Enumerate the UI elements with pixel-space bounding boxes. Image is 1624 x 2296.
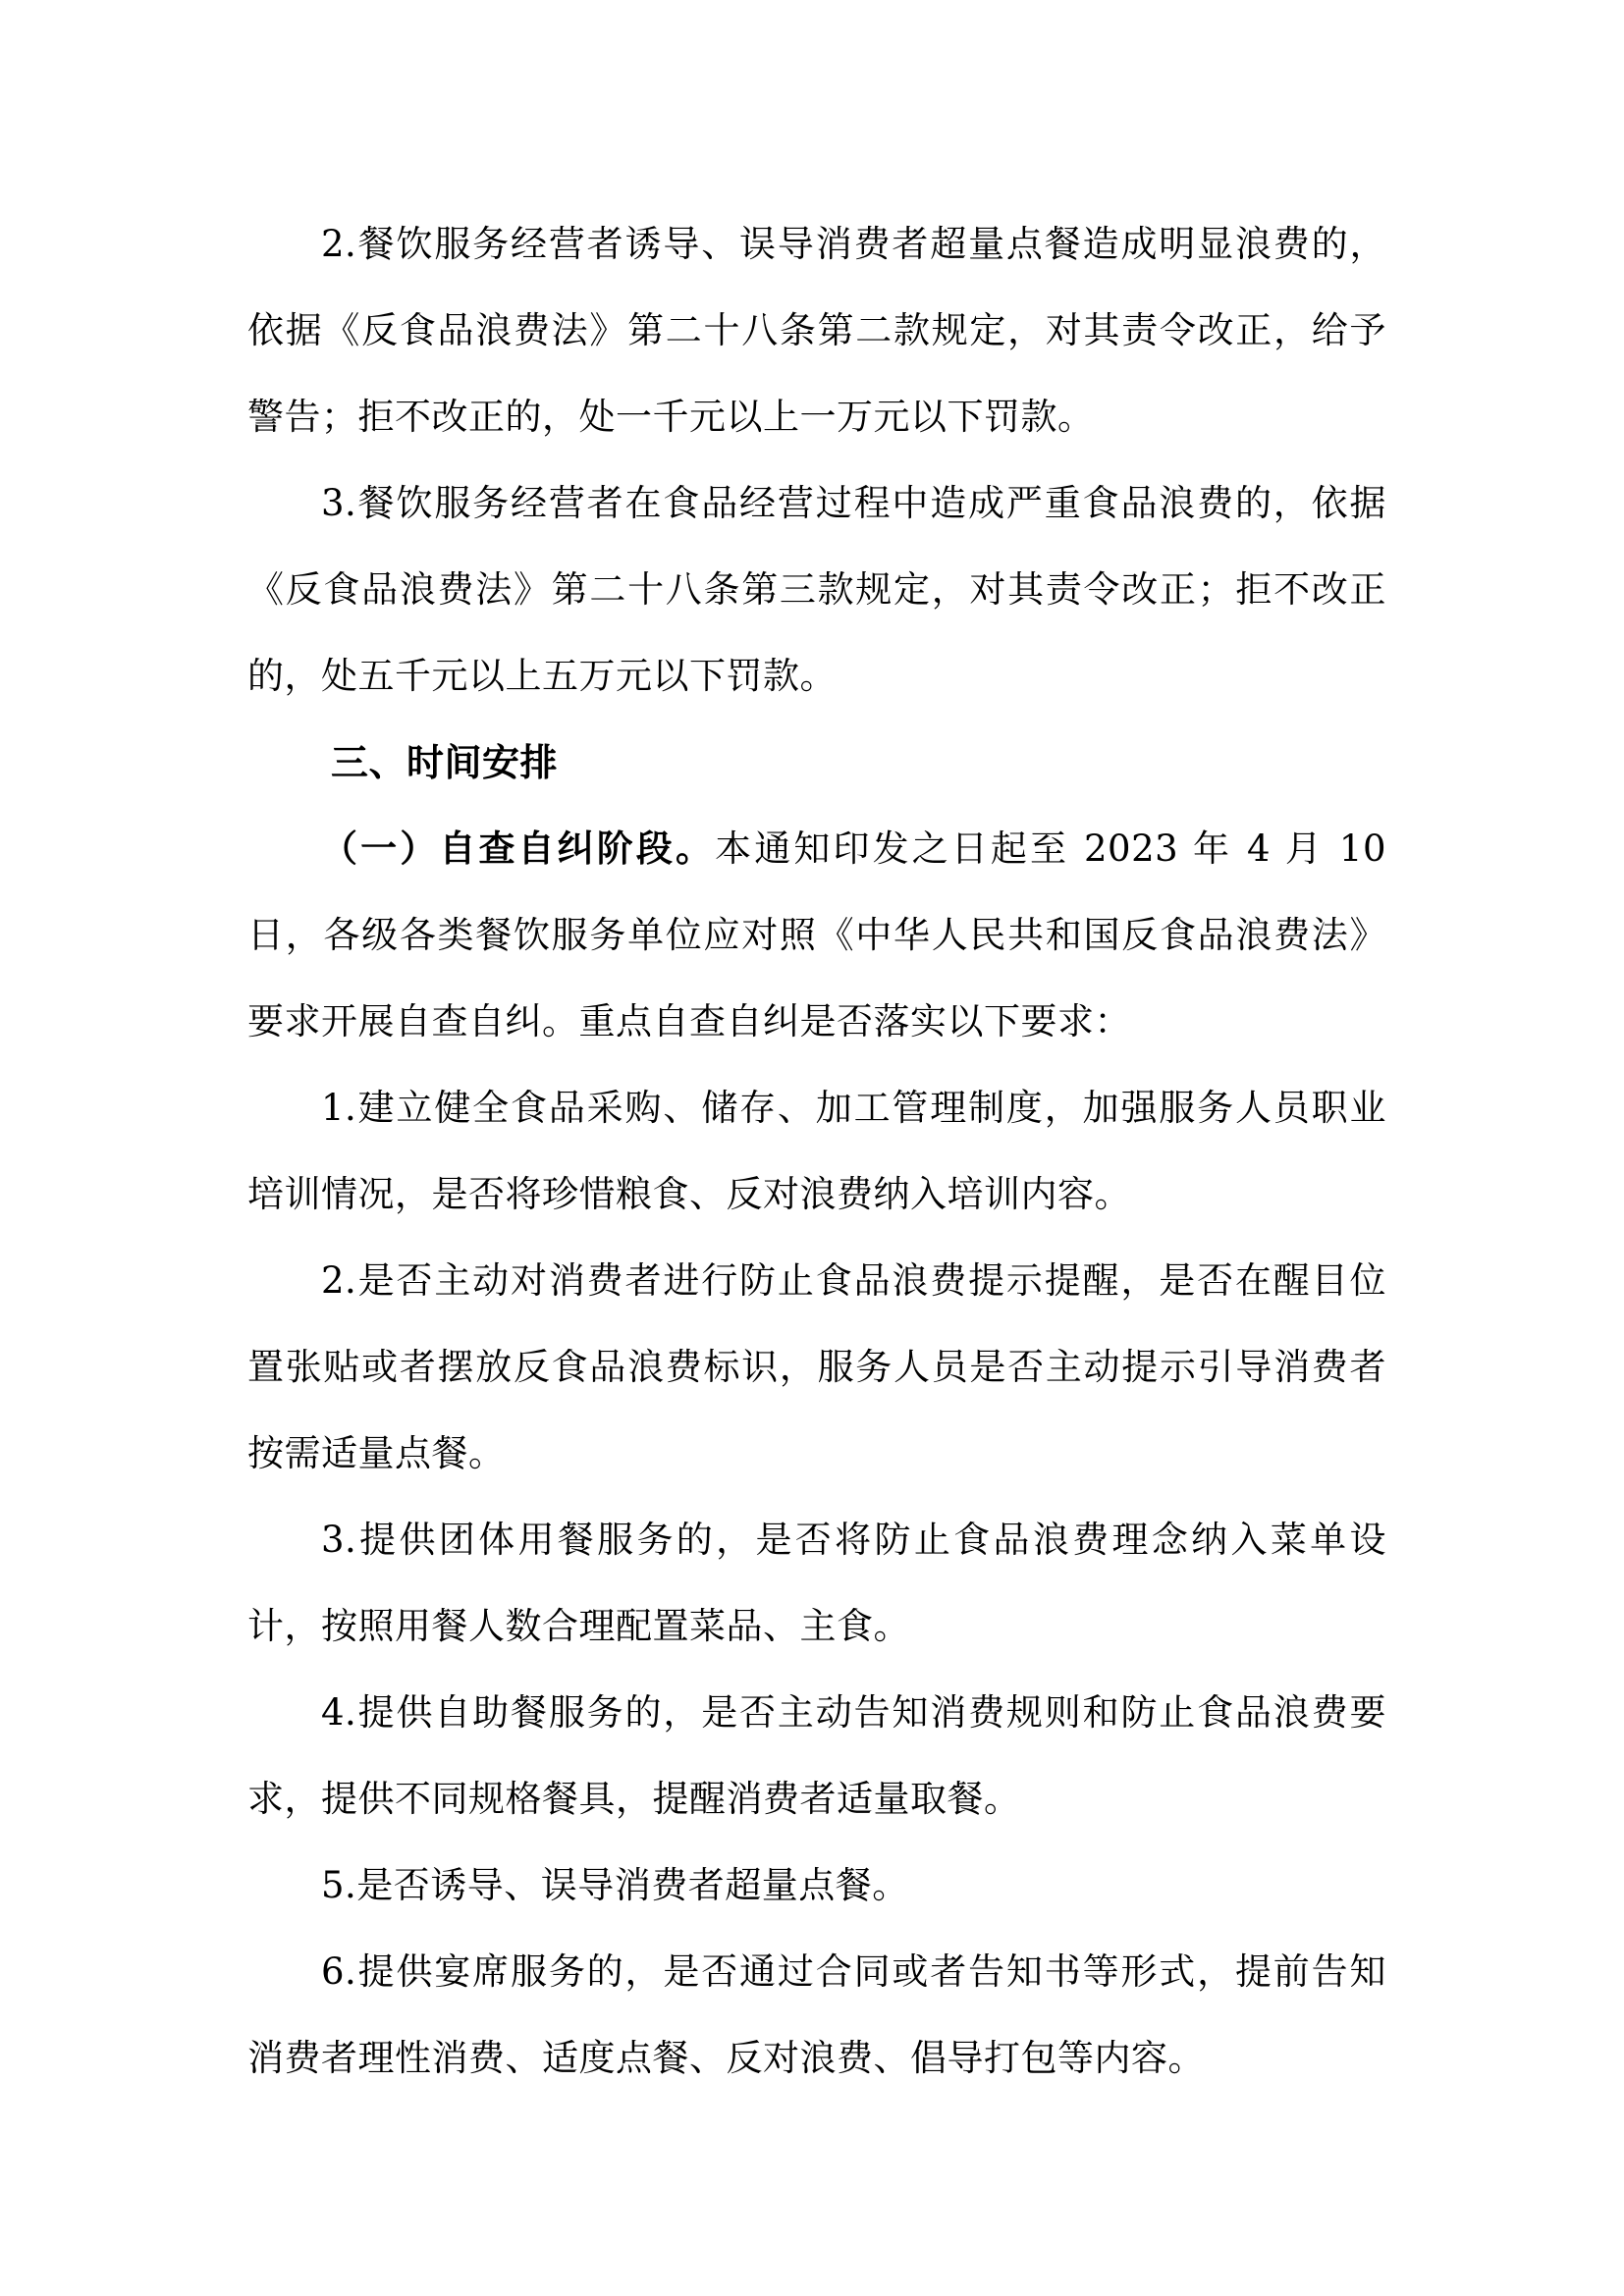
requirement-item-2: 2.是否主动对消费者进行防止食品浪费提示提醒，是否在醒目位置张贴或者摆放反食品浪费标识，服务人员是否主动提示引导消费者按需适量点餐。 [247, 1259, 1386, 1474]
stage-text: 本通知印发之日起至 2023 年 4 月 10 日，各级各类餐饮服务单位应对照《中华人民共和国反食品浪费法》要求开展自查自纠。重点自查自纠是否落实以下要求： [247, 828, 1387, 1042]
section-heading: 三、时间安排 [331, 741, 559, 784]
paragraph-penalty-2: 2.餐饮服务经营者诱导、误导消费者超量点餐造成明显浪费的，依据《反食品浪费法》第二十八条第二款规定，对其责令改正，给予警告；拒不改正的，处一千元以上一万元以下罚款。 [247, 223, 1386, 438]
requirement-item-4: 4.提供自助餐服务的，是否主动告知消费规则和防止食品浪费要求，提供不同规格餐具，提醒消费者适量取餐。 [247, 1691, 1386, 1820]
requirement-item-1: 1.建立健全食品采购、储存、加工管理制度，加强服务人员职业培训情况，是否将珍惜粮食、反对浪费纳入培训内容。 [247, 1087, 1386, 1215]
requirement-item-3: 3.提供团体用餐服务的，是否将防止食品浪费理念纳入菜单设计，按照用餐人数合理配置菜品、主食。 [247, 1519, 1386, 1647]
paragraph-penalty-3: 3.餐饮服务经营者在食品经营过程中造成严重食品浪费的，依据《反食品浪费法》第二十八条第三款规定，对其责令改正；拒不改正的，处五千元以上五万元以下罚款。 [247, 482, 1386, 697]
requirement-item-5: 5.是否诱导、误导消费者超量点餐。 [321, 1864, 909, 1906]
document-body [247, 201, 1386, 2102]
requirement-item-6: 6.提供宴席服务的，是否通过合同或者告知书等形式，提前告知消费者理性消费、适度点餐、反对浪费、倡导打包等内容。 [247, 1950, 1386, 2079]
paragraph-self-inspection-stage [247, 806, 1386, 1065]
stage-lead: （一）自查自纠阶段。 [321, 828, 716, 870]
